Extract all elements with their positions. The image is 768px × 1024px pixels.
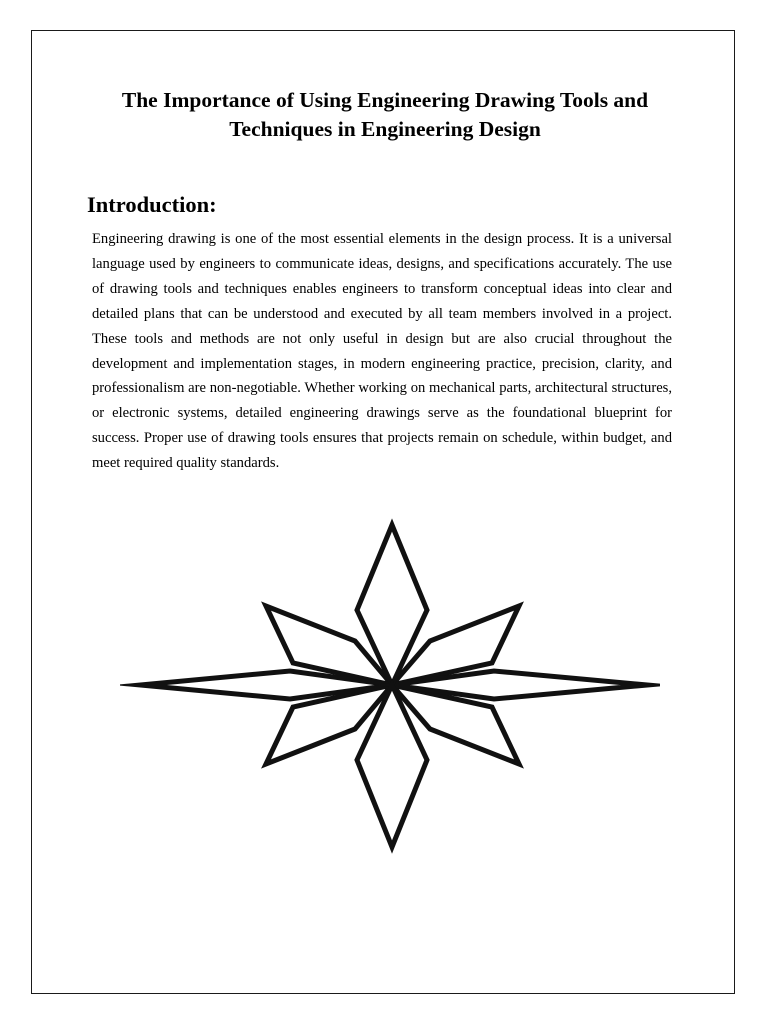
star-figure xyxy=(120,510,660,860)
document-title-line-1: The Importance of Using Engineering Drawing Tools and xyxy=(121,88,649,112)
introduction-paragraph: Engineering drawing is one of the most essential elements in the design process. It is a universal language used by engineers to communicate ideas, designs, and specifications accurately. The use of drawing tools and techniques enables engineers to transform conceptual ideas into clear and detailed plans that can be understood and executed by all team members involved in a project. These tools and methods are not only useful in design but are also crucial throughout the development and implementation stages, in modern engineering practice, precision, clarity, and professionalism are non-negotiable. Whether working on mechanical parts, architectural structures, or electronic systems, detailed engineering drawings serve as the foundational blueprint for success. Proper use of drawing tools ensures that projects remain on schedule, within budget, and meet required quality standards. xyxy=(92,231,672,472)
section-heading-introduction: Introduction: xyxy=(87,192,217,217)
star-figure-svg xyxy=(120,510,660,860)
document-title xyxy=(60,86,710,144)
document-title-line-2: Techniques in Engineering Design xyxy=(229,117,541,141)
